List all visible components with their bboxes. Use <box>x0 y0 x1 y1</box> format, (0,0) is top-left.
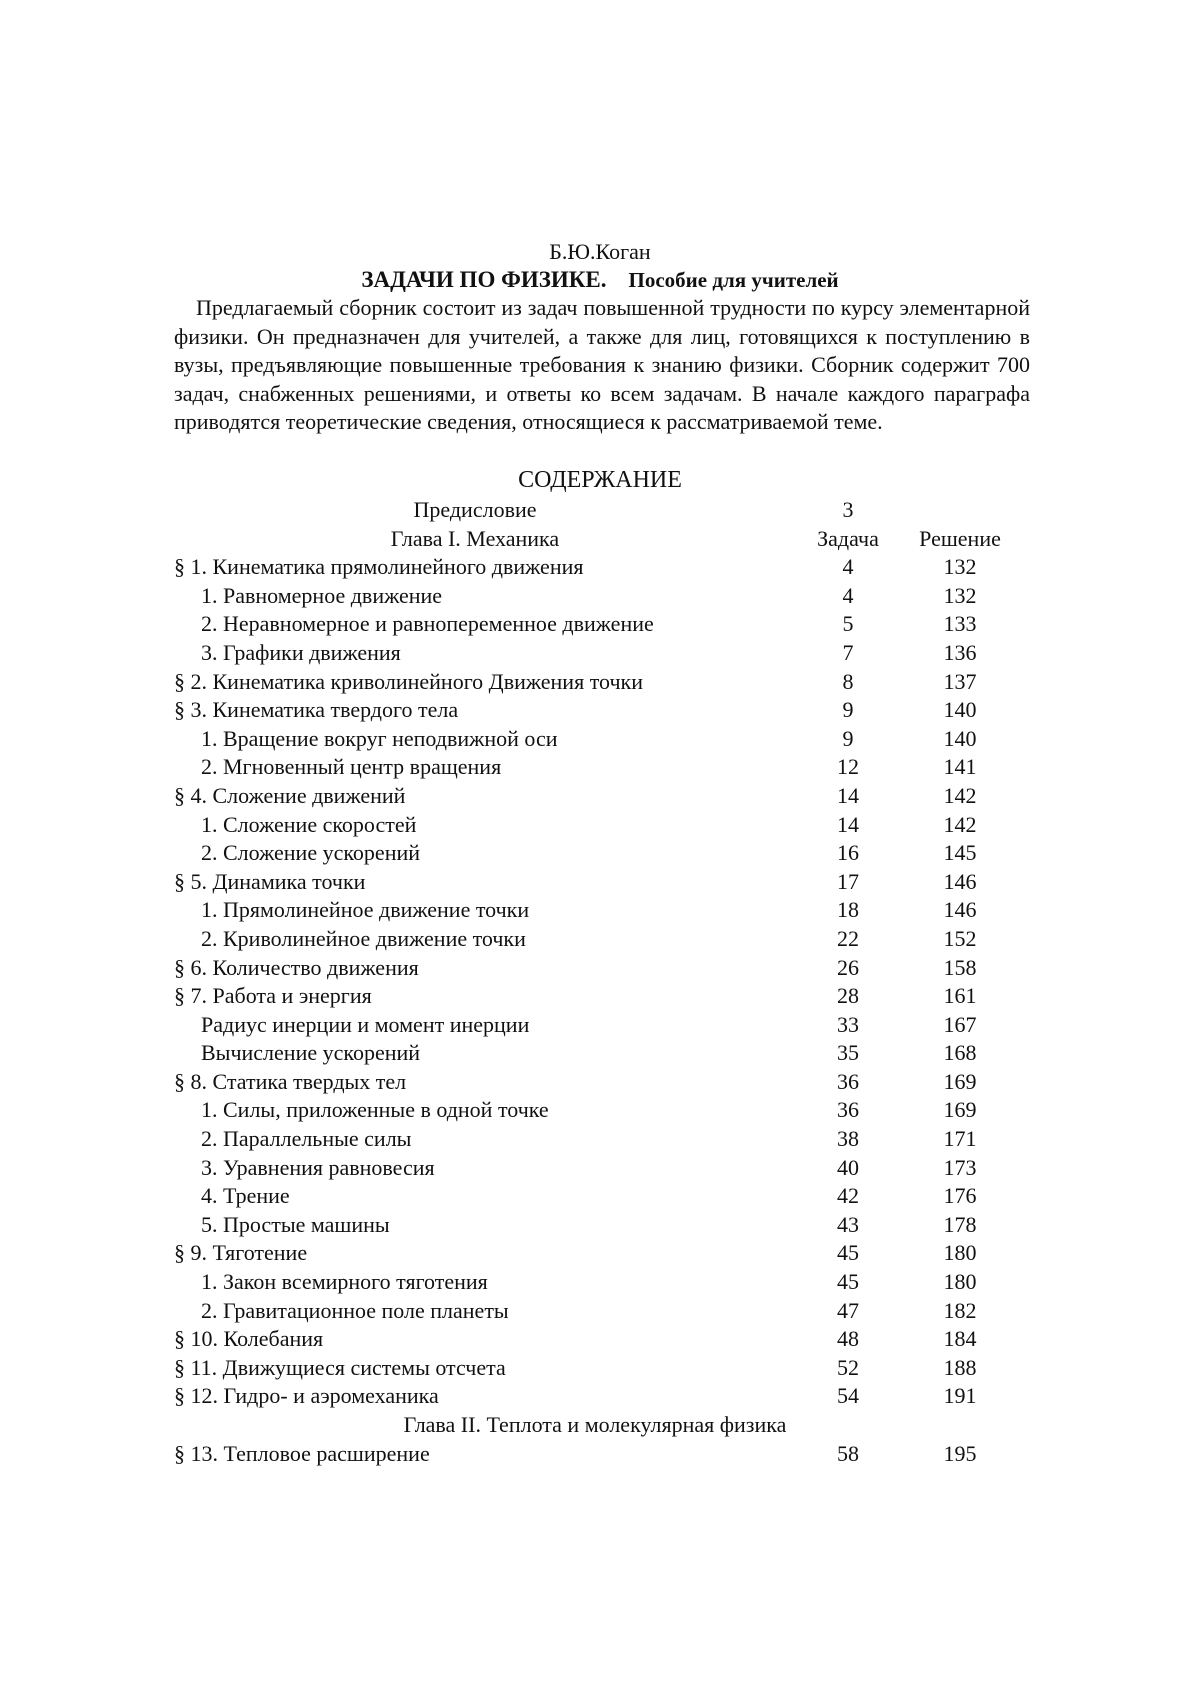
toc-row <box>0 582 1200 611</box>
toc-row <box>0 496 1200 525</box>
toc-task-page: 9 <box>842 697 854 723</box>
toc-entry-title: 1. Прямолинейное движение точки <box>201 897 530 923</box>
toc-entry-title: § 5. Динамика точки <box>174 868 366 894</box>
toc-row <box>0 696 1200 725</box>
toc-task-page: 40 <box>837 1154 859 1180</box>
toc-solution-page: 195 <box>943 1440 977 1466</box>
toc-row <box>0 1039 1200 1068</box>
toc-entry-title: 1. Вращение вокруг неподвижной оси <box>201 725 558 751</box>
toc-entry-title: Глава II. Теплота и молекулярная физика <box>403 1412 787 1437</box>
toc-row <box>0 610 1200 639</box>
abstract-paragraph: Предлагаемый сборник состоит из задач повышенной трудности по курсу элементарной физики. Он предназначен для учителей, а также для лиц, готовящихся к поступлению в вузы, предъявляющие повышенные требования к знанию физики. Сборник содержит 700 задач, снабженных решениями, и ответы ко всем задачам. В начале каждого параграфа приводятся теоретические сведения, относящиеся к рассматриваемой теме. <box>174 295 1030 435</box>
toc-task-page: 16 <box>837 840 859 866</box>
toc-row <box>0 1268 1200 1297</box>
toc-task-page: 5 <box>842 611 854 637</box>
toc-solution-page: 152 <box>943 925 977 951</box>
toc-solution-page: 176 <box>943 1183 977 1209</box>
toc-row <box>0 525 1200 554</box>
toc-row <box>0 725 1200 754</box>
toc-solution-page: 140 <box>943 725 977 751</box>
toc-entry-title: § 10. Колебания <box>174 1326 324 1352</box>
toc-row <box>0 1211 1200 1240</box>
toc-entry-title: 1. Сложение скоростей <box>201 811 417 837</box>
toc-task-page: 22 <box>837 925 859 951</box>
toc-solution-page: 142 <box>943 782 977 808</box>
toc-task-page: 52 <box>837 1354 859 1380</box>
toc-solution-page: 171 <box>943 1126 977 1152</box>
toc-solution-page: 158 <box>943 954 977 980</box>
toc-entry-title: § 12. Гидро- и аэромеханика <box>174 1383 439 1409</box>
toc-row <box>0 954 1200 983</box>
toc-solution-page: 140 <box>943 697 977 723</box>
toc-row <box>0 1297 1200 1326</box>
toc-task-page: 36 <box>837 1068 859 1094</box>
toc-solution-page: 168 <box>943 1040 977 1066</box>
toc-task-page: 9 <box>842 725 854 751</box>
toc-task-page: 17 <box>837 868 859 894</box>
toc-row <box>0 1068 1200 1097</box>
toc-row <box>0 1011 1200 1040</box>
toc-row <box>0 1411 1200 1440</box>
toc-row <box>0 1325 1200 1354</box>
book-title-line <box>0 266 1200 294</box>
toc-solution-page: 132 <box>943 554 977 580</box>
toc-entry-title: § 11. Движущиеся системы отсчета <box>174 1354 506 1380</box>
toc-task-page: 3 <box>842 497 854 522</box>
toc-solution-page: 141 <box>943 754 977 780</box>
toc-row <box>0 1440 1200 1469</box>
toc-row <box>0 782 1200 811</box>
toc-task-page: 54 <box>837 1383 859 1409</box>
toc-entry-title: 2. Неравномерное и равнопеременное движение <box>201 611 654 637</box>
toc-solution-page: 137 <box>943 668 977 694</box>
toc-entry-title: 2. Мгновенный центр вращения <box>201 754 502 780</box>
book-subtitle: Пособие для учителей <box>628 268 839 292</box>
toc-solution-page: 169 <box>943 1068 977 1094</box>
toc-entry-title: Предисловие <box>413 497 537 522</box>
toc-task-page: 45 <box>837 1240 859 1266</box>
toc-entry-title: 3. Уравнения равновесия <box>201 1154 435 1180</box>
toc-task-page: Задача <box>817 525 879 551</box>
toc-solution-page: Решение <box>919 525 1001 551</box>
toc-task-page: 4 <box>842 582 854 608</box>
toc-entry-title: § 4. Сложение движений <box>174 782 406 808</box>
toc-task-page: 36 <box>837 1097 859 1123</box>
toc-solution-page: 191 <box>943 1383 977 1409</box>
toc-row <box>0 896 1200 925</box>
toc-solution-page: 180 <box>943 1240 977 1266</box>
toc-row <box>0 982 1200 1011</box>
toc-solution-page: 145 <box>943 840 977 866</box>
toc-solution-page: 173 <box>943 1154 977 1180</box>
book-title: ЗАДАЧИ ПО ФИЗИКЕ. <box>361 267 607 292</box>
toc-solution-page: 136 <box>943 639 977 665</box>
toc-task-page: 7 <box>842 639 854 665</box>
toc-task-page: 35 <box>837 1040 859 1066</box>
toc-row <box>0 1239 1200 1268</box>
toc-solution-page: 180 <box>943 1269 977 1295</box>
toc-entry-title: 2. Сложение ускорений <box>201 840 421 866</box>
toc-solution-page: 146 <box>943 868 977 894</box>
toc-entry-title: 1. Равномерное движение <box>201 582 443 608</box>
toc-entry-title: § 7. Работа и энергия <box>174 983 372 1009</box>
toc-entry-title: § 6. Количество движения <box>174 954 419 980</box>
toc-entry-title: § 9. Тяготение <box>174 1240 308 1266</box>
toc-task-page: 58 <box>837 1440 859 1466</box>
toc-row <box>0 668 1200 697</box>
toc-row <box>0 1154 1200 1183</box>
toc-entry-title: § 13. Тепловое расширение <box>174 1440 430 1466</box>
toc-solution-page: 188 <box>943 1354 977 1380</box>
table-of-contents <box>0 496 1200 1468</box>
toc-solution-page: 146 <box>943 897 977 923</box>
toc-solution-page: 184 <box>943 1326 977 1352</box>
toc-entry-title: 2. Криволинейное движение точки <box>201 925 526 951</box>
toc-row <box>0 811 1200 840</box>
toc-entry-title: 1. Закон всемирного тяготения <box>201 1269 488 1295</box>
toc-solution-page: 133 <box>943 611 977 637</box>
toc-entry-title: § 3. Кинематика твердого тела <box>174 697 459 723</box>
toc-row <box>0 1125 1200 1154</box>
toc-entry-title: 2. Параллельные силы <box>201 1126 412 1152</box>
toc-row <box>0 1382 1200 1411</box>
toc-row <box>0 1354 1200 1383</box>
toc-row <box>0 1182 1200 1211</box>
toc-task-page: 33 <box>837 1011 859 1037</box>
toc-entry-title: § 1. Кинематика прямолинейного движения <box>174 554 584 580</box>
toc-task-page: 12 <box>837 754 859 780</box>
toc-task-page: 18 <box>837 897 859 923</box>
toc-row <box>0 925 1200 954</box>
contents-heading: СОДЕРЖАНИЕ <box>518 467 682 493</box>
toc-task-page: 42 <box>837 1183 859 1209</box>
toc-entry-title: 5. Простые машины <box>201 1211 390 1237</box>
toc-task-page: 28 <box>837 983 859 1009</box>
toc-entry-title: Глава I. Механика <box>390 525 560 551</box>
author-name: Б.Ю.Коган <box>549 239 651 264</box>
toc-entry-title: 4. Трение <box>201 1183 290 1209</box>
toc-entry-title: Радиус инерции и момент инерции <box>201 1011 530 1037</box>
toc-entry-title: § 8. Статика твердых тел <box>174 1068 407 1094</box>
toc-row <box>0 553 1200 582</box>
toc-row <box>0 1096 1200 1125</box>
toc-task-page: 4 <box>842 554 854 580</box>
toc-solution-page: 182 <box>943 1297 977 1323</box>
toc-task-page: 45 <box>837 1269 859 1295</box>
toc-task-page: 48 <box>837 1326 859 1352</box>
toc-task-page: 14 <box>837 811 859 837</box>
toc-row <box>0 753 1200 782</box>
toc-solution-page: 178 <box>943 1211 977 1237</box>
toc-task-page: 14 <box>837 782 859 808</box>
toc-entry-title: 2. Гравитационное поле планеты <box>201 1297 509 1323</box>
toc-entry-title: 3. Графики движения <box>201 639 401 665</box>
toc-solution-page: 132 <box>943 582 977 608</box>
toc-task-page: 8 <box>842 668 854 694</box>
toc-row <box>0 868 1200 897</box>
toc-task-page: 38 <box>837 1126 859 1152</box>
toc-task-page: 43 <box>837 1211 859 1237</box>
toc-solution-page: 161 <box>943 983 977 1009</box>
toc-entry-title: Вычисление ускорений <box>201 1040 421 1066</box>
toc-solution-page: 142 <box>943 811 977 837</box>
toc-entry-title: 1. Силы, приложенные в одной точке <box>201 1097 549 1123</box>
toc-entry-title: § 2. Кинематика криволинейного Движения точки <box>174 668 643 694</box>
toc-solution-page: 167 <box>943 1011 977 1037</box>
toc-row <box>0 839 1200 868</box>
toc-task-page: 26 <box>837 954 859 980</box>
toc-task-page: 47 <box>837 1297 859 1323</box>
toc-solution-page: 169 <box>943 1097 977 1123</box>
toc-row <box>0 639 1200 668</box>
